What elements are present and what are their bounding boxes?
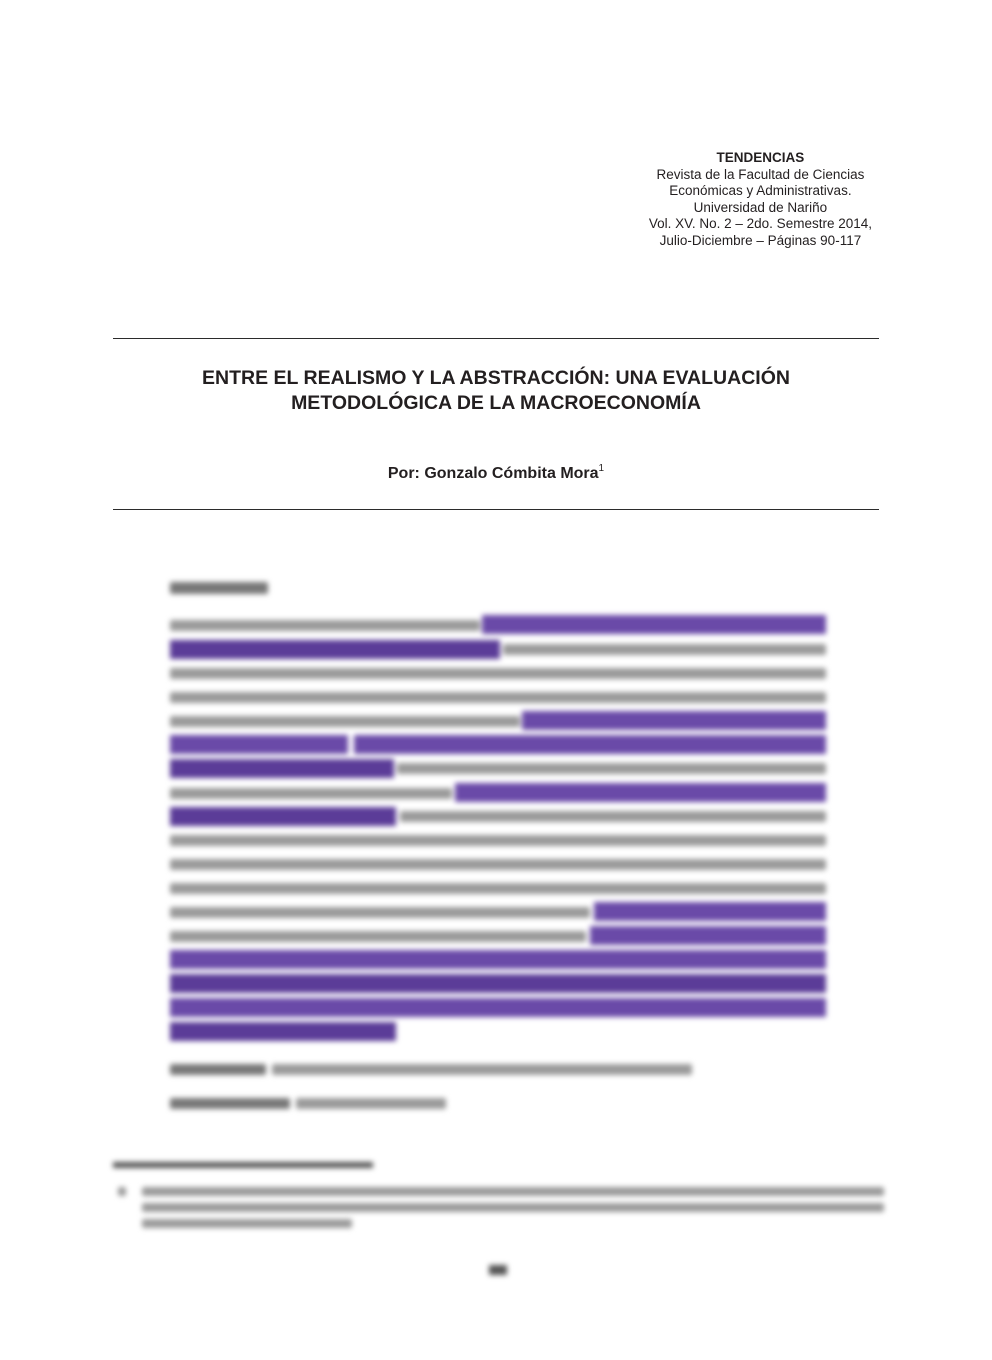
highlight-block [522, 711, 826, 730]
highlight-block [354, 735, 826, 754]
blurred-footnote-number [118, 1187, 126, 1196]
blurred-line [170, 859, 826, 870]
blurred-line [170, 692, 826, 703]
journal-line-1: Revista de la Facultad de Ciencias [656, 166, 865, 182]
title-line-1: ENTRE EL REALISMO Y LA ABSTRACCIÓN: UNA EVALUACIÓN [202, 367, 790, 389]
journal-line-3: Universidad de Nariño [693, 199, 828, 215]
blurred-keywords [272, 1064, 692, 1075]
blurred-footnote-line [142, 1203, 884, 1212]
highlight-block [170, 950, 826, 969]
blurred-footnote-line [142, 1219, 352, 1228]
highlight-block [590, 926, 826, 945]
blurred-line [400, 811, 826, 822]
highlight-block [170, 998, 826, 1017]
blurred-keywords-label [170, 1064, 266, 1075]
highlight-block [455, 783, 826, 802]
journal-name: TENDENCIAS [716, 150, 805, 165]
highlight-block [170, 974, 826, 993]
blurred-classification [296, 1098, 446, 1109]
highlight-block [170, 735, 348, 754]
blurred-heading [170, 582, 268, 594]
journal-line-2: Económicas y Administrativas. [669, 183, 852, 198]
blurred-classification-label [170, 1098, 290, 1109]
blurred-line [170, 620, 480, 631]
highlight-block [170, 1022, 396, 1041]
highlight-block [170, 807, 396, 826]
blurred-line [170, 716, 520, 727]
blurred-line [170, 907, 590, 918]
highlight-block [170, 759, 394, 778]
highlight-block [170, 640, 500, 659]
title-line-2: METODOLÓGICA DE LA MACROECONOMÍA [291, 392, 701, 414]
blurred-line [170, 668, 826, 679]
footnote-rule [113, 1162, 373, 1168]
blurred-footnote-line [142, 1187, 884, 1196]
blurred-line [503, 644, 826, 655]
author-name: Por: Gonzalo Cómbita Mora [387, 465, 599, 482]
blurred-line [170, 788, 452, 799]
blurred-line [170, 931, 586, 942]
blurred-line [170, 835, 826, 846]
blurred-line [170, 883, 826, 894]
journal-line-5: Julio-Diciembre – Páginas 90-117 [659, 232, 862, 248]
blurred-line [397, 763, 826, 774]
blurred-page-number [489, 1265, 507, 1275]
highlight-block [594, 902, 826, 921]
journal-line-4: Vol. XV. No. 2 – 2do. Semestre 2014, [648, 216, 872, 231]
footnote-mark: 1 [598, 463, 605, 474]
highlight-block [482, 615, 826, 634]
